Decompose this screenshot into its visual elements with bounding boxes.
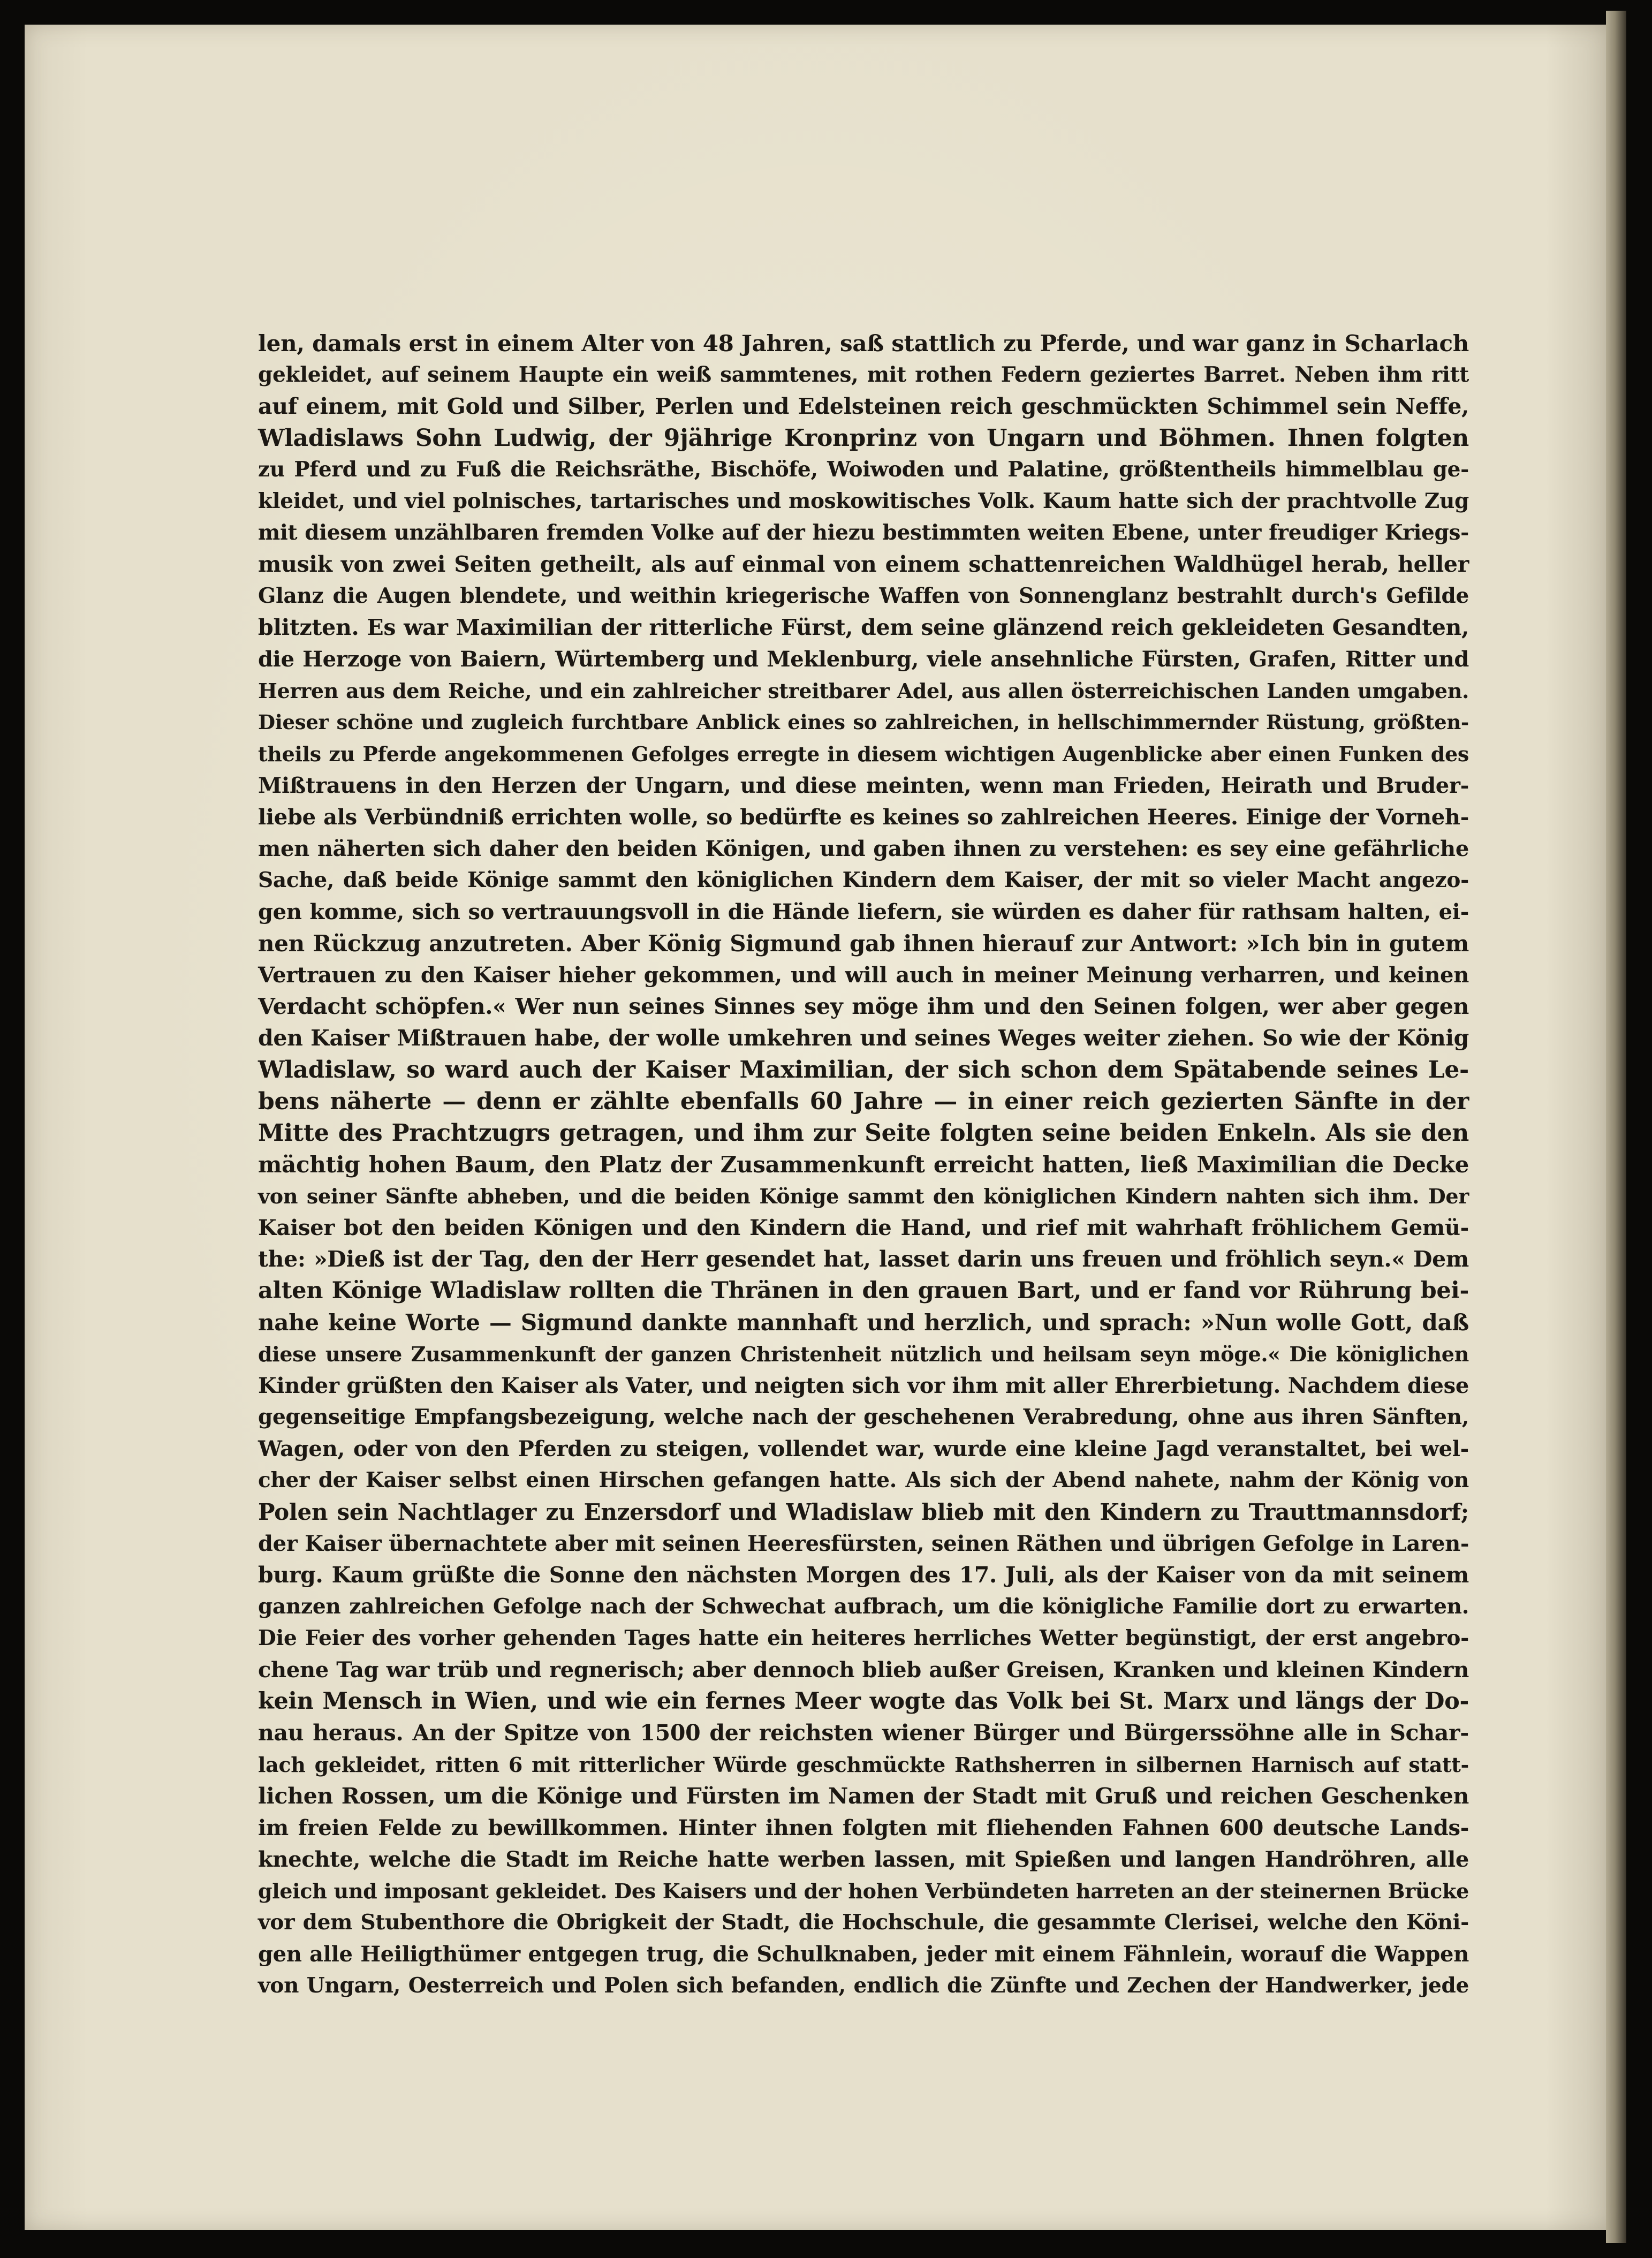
text-line: gegenseitige Empfangsbezeigung, welche nach der geschehenen Verabredung, ohne aus ihren Sänften, <box>258 1405 1469 1429</box>
text-line: Mißtrauens in den Herzen der Ungarn, und diese meinten, wenn man Frieden, Heirath und Bruder- <box>258 773 1469 798</box>
text-line: gleich und imposant gekleidet. Des Kaisers und der hohen Verbündeten harreten an der steinernen Brücke <box>258 1879 1469 1903</box>
text-line: ganzen zahlreichen Gefolge nach der Schwechat aufbrach, um die königliche Familie dort zu erwarten. <box>258 1594 1469 1619</box>
text-line: der Kaiser übernachtete aber mit seinen Heeresfürsten, seinen Räthen und übrigen Gefolge in Laren- <box>258 1531 1469 1556</box>
text-line: bens näherte — denn er zählte ebenfalls 60 Jahre — in einer reich gezierten Sänfte in der <box>258 1088 1469 1115</box>
text-line: Kaiser bot den beiden Königen und den Kindern die Hand, und rief mit wahrhaft fröhlichem Gemü- <box>258 1215 1469 1240</box>
text-line: nau heraus. An der Spitze von 1500 der reichsten wiener Bürger und Bürgerssöhne alle in Schar- <box>258 1720 1469 1746</box>
text-line: men näherten sich daher den beiden Königen, und gaben ihnen zu verstehen: es sey eine gefährliche <box>258 836 1469 861</box>
text-line: Dieser schöne und zugleich furchtbare Anblick eines so zahlreichen, in hellschimmernder Rüstung, größten- <box>258 710 1469 734</box>
text-line: Mitte des Prachtzugrs getragen, und ihm zur Seite folgten seine beiden Enkeln. Als sie den <box>258 1119 1469 1147</box>
text-line: liebe als Verbündniß errichten wolle, so bedürfte es keines so zahlreichen Heeres. Einige der Vorneh- <box>258 805 1469 830</box>
text-line: gen komme, sich so vertrauungsvoll in die Hände liefern, sie würden es daher für rathsam halten, ei- <box>258 899 1469 925</box>
text-line: vor dem Stubenthore die Obrigkeit der Stadt, die Hochschule, die gesammte Clerisei, welche den Köni- <box>258 1910 1469 1935</box>
text-line: Wladislaws Sohn Ludwig, der 9jährige Kronprinz von Ungarn und Böhmen. Ihnen folgten <box>258 425 1469 452</box>
text-line: Sache, daß beide Könige sammt den königlichen Kindern dem Kaiser, der mit so vieler Macht angezo- <box>258 868 1469 892</box>
text-line: Verdacht schöpfen.« Wer nun seines Sinnes sey möge ihm und den Seinen folgen, wer aber gegen <box>258 994 1469 1019</box>
text-line: nahe keine Worte — Sigmund dankte mannhaft und herzlich, und sprach: »Nun wolle Gott, daß <box>258 1309 1469 1336</box>
text-line: chene Tag war trüb und regnerisch; aber dennoch blieb außer Greisen, Kranken und kleinen Kindern <box>258 1657 1469 1683</box>
text-line: Vertrauen zu den Kaiser hieher gekommen, und will auch in meiner Meinung verharren, und keinen <box>258 963 1469 988</box>
text-line: mächtig hohen Baum, den Platz der Zusammenkunft erreicht hatten, ließ Maximilian die Decke <box>258 1151 1469 1178</box>
book-page <box>25 25 1609 2230</box>
text-line: len, damals erst in einem Alter von 48 Jahren, saß stattlich zu Pferde, und war ganz in Scharlach <box>258 330 1469 357</box>
text-line: Die Feier des vorher gehenden Tages hatte ein heiteres herrliches Wetter begünstigt, der erst angebro- <box>258 1626 1469 1650</box>
text-line: auf einem, mit Gold und Silber, Perlen und Edelsteinen reich geschmückten Schimmel sein Neffe, <box>258 393 1469 419</box>
text-line: im freien Felde zu bewillkommen. Hinter ihnen folgten mit fliehenden Fahnen 600 deutsche Lands- <box>258 1815 1469 1840</box>
page-edge-shadow <box>1606 11 1626 2243</box>
text-line: Wladislaw, so ward auch der Kaiser Maximilian, der sich schon dem Spätabende seines Le- <box>258 1056 1469 1083</box>
text-line: kein Mensch in Wien, und wie ein fernes Meer wogte das Volk bei St. Marx und längs der Do- <box>258 1688 1469 1715</box>
text-line: von seiner Sänfte abheben, und die beiden Könige sammt den königlichen Kindern nahten sich ihm. Der <box>258 1184 1469 1208</box>
text-line: die Herzoge von Baiern, Würtemberg und Meklenburg, viele ansehnliche Fürsten, Grafen, Ritter und <box>258 647 1469 672</box>
text-line: Kinder grüßten den Kaiser als Vater, und neigten sich vor ihm mit aller Ehrerbietung. Nachdem diese <box>258 1373 1469 1398</box>
text-line: burg. Kaum grüßte die Sonne den nächsten Morgen des 17. Juli, als der Kaiser von da mit seinem <box>258 1562 1469 1588</box>
text-line: kleidet, und viel polnisches, tartarisches und moskowitisches Volk. Kaum hatte sich der prachtvolle Zug <box>258 489 1469 513</box>
text-line: gen alle Heiligthümer entgegen trug, die Schulknaben, jeder mit einem Fähnlein, worauf die Wappen <box>258 1942 1469 1967</box>
text-line: the: »Dieß ist der Tag, den der Herr gesendet hat, lasset darin uns freuen und fröhlich seyn.« Dem <box>258 1246 1469 1272</box>
text-line: knechte, welche die Stadt im Reiche hatte werben lassen, mit Spießen und langen Handröhren, alle <box>258 1847 1469 1872</box>
text-line: cher der Kaiser selbst einen Hirschen gefangen hatte. Als sich der Abend nahete, nahm der König von <box>258 1468 1469 1492</box>
text-line: mit diesem unzählbaren fremden Volke auf der hiezu bestimmten weiten Ebene, unter freudiger Kriegs- <box>258 520 1469 545</box>
text-line: zu Pferd und zu Fuß die Reichsräthe, Bischöfe, Woiwoden und Palatine, größtentheils himmelblau ge- <box>258 457 1469 482</box>
body-text <box>258 328 1469 2002</box>
text-line: musik von zwei Seiten getheilt, als auf einmal von einem schattenreichen Waldhügel herab, heller <box>258 551 1469 577</box>
text-line: den Kaiser Mißtrauen habe, der wolle umkehren und seines Weges weiter ziehen. So wie der König <box>258 1025 1469 1051</box>
text-line: theils zu Pferde angekommenen Gefolges erregte in diesem wichtigen Augenblicke aber einen Funken des <box>258 742 1469 766</box>
text-line: blitzten. Es war Maximilian der ritterliche Fürst, dem seine glänzend reich gekleideten Gesandten, <box>258 615 1469 640</box>
text-line: Glanz die Augen blendete, und weithin kriegerische Waffen von Sonnenglanz bestrahlt durch's Gefilde <box>258 584 1469 608</box>
text-line: gekleidet, auf seinem Haupte ein weiß sammtenes, mit rothen Federn geziertes Barret. Neben ihm ritt <box>258 362 1469 387</box>
text-line: Polen sein Nachtlager zu Enzersdorf und Wladislaw blieb mit den Kindern zu Trauttmannsdorf; <box>258 1499 1469 1525</box>
text-line: diese unsere Zusammenkunft der ganzen Christenheit nützlich und heilsam seyn möge.« Die königlichen <box>258 1342 1469 1366</box>
text-line: lichen Rossen, um die Könige und Fürsten im Namen der Stadt mit Gruß und reichen Geschenken <box>258 1783 1469 1809</box>
text-line: von Ungarn, Oesterreich und Polen sich befanden, endlich die Zünfte und Zechen der Handwerker, jede <box>258 1973 1469 1998</box>
text-line: alten Könige Wladislaw rollten die Thränen in den grauen Bart, und er fand vor Rührung bei- <box>258 1277 1469 1304</box>
text-line: Wagen, oder von den Pferden zu steigen, vollendet war, wurde eine kleine Jagd veranstaltet, bei wel- <box>258 1436 1469 1461</box>
text-line: Herren aus dem Reiche, und ein zahlreicher streitbarer Adel, aus allen österreichischen Landen umgaben. <box>258 679 1469 703</box>
text-line: lach gekleidet, ritten 6 mit ritterlicher Würde geschmückte Rathsherren in silbernen Harnisch auf statt- <box>258 1753 1469 1777</box>
text-line: nen Rückzug anzutreten. Aber König Sigmund gab ihnen hierauf zur Antwort: »Ich bin in gutem <box>258 930 1469 957</box>
